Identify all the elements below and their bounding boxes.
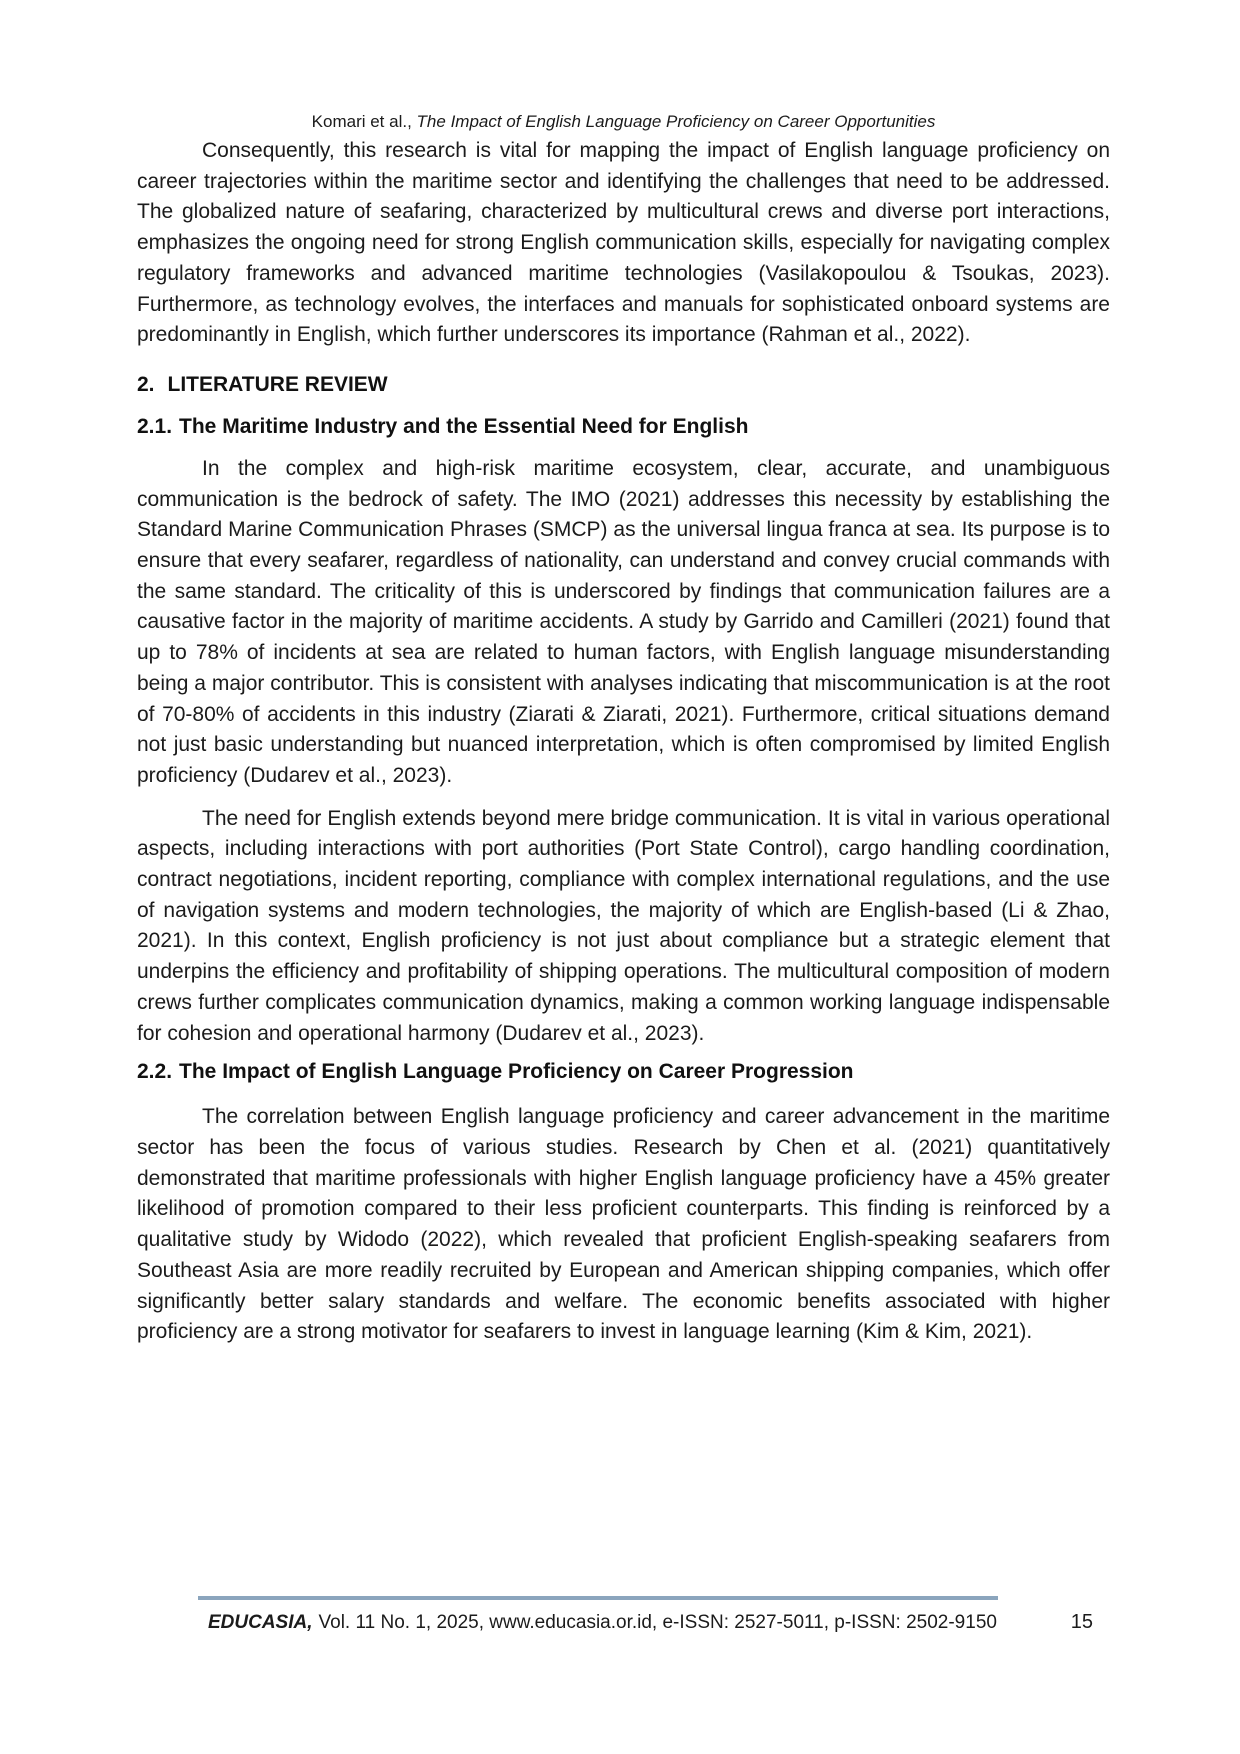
section-heading-literature-review [137, 370, 1110, 400]
page-number: 15 [1070, 1611, 1093, 1633]
running-header-article-title: The Impact of English Language Proficiency on Career Opportunities [416, 112, 936, 131]
footer-citation-info: Vol. 11 No. 1, 2025, www.educasia.or.id, e-ISSN: 2527-5011, p-ISSN: 2502-9150 [318, 1612, 997, 1633]
footer-citation [208, 1609, 997, 1637]
section-title: LITERATURE REVIEW [167, 372, 388, 396]
running-header [137, 110, 1110, 134]
subsection-2-1-title: The Maritime Industry and the Essential Need for English [179, 414, 749, 438]
subsection-heading-2-1 [137, 412, 1110, 442]
subsection-2-1-paragraph-2: The need for English extends beyond mere bridge communication. It is vital in various operational aspects, including interactions with port authorities (Port State Control), cargo handling coordination, contract negotiations, incident reporting, compliance with complex international regulations, and the use of navigation systems and modern technologies, the majority of which are English-based (Li & Zhao, 2021). In this context, English proficiency is not just about compliance but a strategic element that underpins the efficiency and profitability of shipping operations. The multicultural composition of modern crews further complicates communication dynamics, making a common working language indispensable for cohesion and operational harmony (Dudarev et al., 2023). [137, 806, 1110, 1045]
footer-journal-name: EDUCASIA, [208, 1612, 313, 1633]
running-header-authors: Komari et al., [311, 112, 412, 131]
subsection-2-2-paragraph-1: The correlation between English language proficiency and career advancement in the maritime sector has been the focus of various studies. Research by Chen et al. (2021) quantitatively demonstrated that maritime professionals with higher English language proficiency have a 45% greater likelihood of promotion compared to their less proficient counterparts. This finding is reinforced by a qualitative study by Widodo (2022), which revealed that proficient English-speaking seafarers from Southeast Asia are more readily recruited by European and American shipping companies, which offer significantly better salary standards and welfare. The economic benefits associated with higher proficiency are a strong motivator for seafarers to invest in language learning (Kim & Kim, 2021). [137, 1105, 1110, 1344]
subsection-2-1-paragraph-1: In the complex and high-risk maritime ecosystem, clear, accurate, and unambiguous communication is the bedrock of safety. The IMO (2021) addresses this necessity by establishing the Standard Marine Communication Phrases (SMCP) as the universal lingua franca at sea. Its purpose is to ensure that every seafarer, regardless of nationality, can understand and convey crucial commands with the same standard. The criticality of this is underscored by findings that communication failures are a causative factor in the majority of maritime accidents. A study by Garrido and Camilleri (2021) found that up to 78% of incidents at sea are related to human factors, with English language misunderstanding being a major contributor. This is consistent with analyses indicating that miscommunication is at the root of 70-80% of accidents in this industry (Ziarati & Ziarati, 2021). Furthermore, critical situations demand not just basic understanding but nuanced interpretation, which is often compromised by limited English proficiency (Dudarev et al., 2023). [137, 456, 1110, 787]
subsection-2-2-title: The Impact of English Language Proficiency on Career Progression [179, 1060, 854, 1084]
section-number: 2. [137, 372, 155, 396]
page-footer [208, 1608, 1093, 1637]
page-body [137, 136, 1110, 1348]
subsection-2-1-number: 2.1. [137, 414, 173, 438]
subsection-2-2-number: 2.2. [137, 1060, 173, 1084]
intro-paragraph: Consequently, this research is vital for mapping the impact of English language proficiency on career trajectories within the maritime sector and identifying the challenges that need to be addressed. The globalized nature of seafaring, characterized by multicultural crews and diverse port interactions, emphasizes the ongoing need for strong English communication skills, especially for navigating complex regulatory frameworks and advanced maritime technologies (Vasilakopoulou & Tsoukas, 2023). Furthermore, as technology evolves, the interfaces and manuals for sophisticated onboard systems are predominantly in English, which further underscores its importance (Rahman et al., 2022). [137, 139, 1110, 347]
footer-rule [198, 1596, 998, 1600]
subsection-heading-2-2 [137, 1057, 1110, 1087]
